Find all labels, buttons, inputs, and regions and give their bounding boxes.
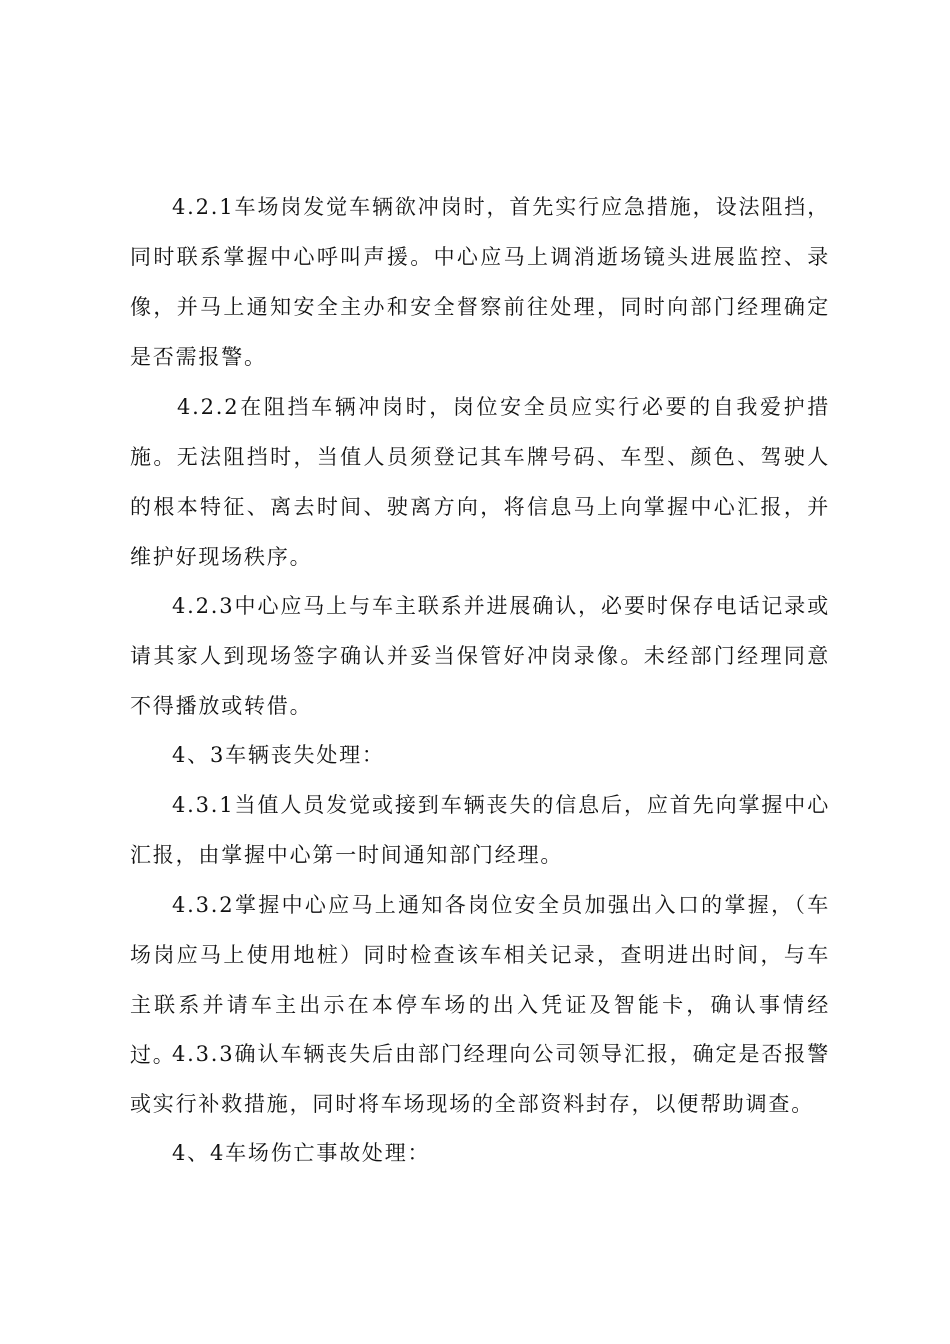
paragraph-4-3-1: 4.3.1当值人员发觉或接到车辆丧失的信息后，应首先向掌握中心汇报，由掌握中心第一时间通知部门经理。 [130,793,830,867]
section-heading-4-4: 4、4车场伤亡事故处理： [172,1141,431,1165]
paragraph-4-3-3: 4.3.3确认车辆丧失后由部门经理向公司领导汇报，确定是否报警或实行补救措施，同时将车场现场的全部资料封存，以便帮助调查。 [130,1042,830,1116]
paragraph-4-2-2: 4.2.2在阻挡车辆冲岗时，岗位安全员应实行必要的自我爱护措施。无法阻挡时，当值人员须登记其车牌号码、车型、颜色、驾驶人的根本特征、离去时间、驶离方向，将信息马上向掌握中心汇报，并维护好现场秩序。 [130,395,830,569]
paragraph-4-2-1: 4.2.1车场岗发觉车辆欲冲岗时，首先实行应急措施，设法阻挡，同时联系掌握中心呼叫声援。中心应马上调消逝场镜头进展监控、录像，并马上通知安全主办和安全督察前往处理，同时向部门经理确定是否需报警。 [130,195,830,369]
paragraph-4-3-2: 4.3.2掌握中心应马上通知各岗位安全员加强出入口的掌握，（车场岗应马上使用地桩）同时检查该车相关记录，查明进出时间，与车主联系并请车主出示在本停车场的出入凭证及智能卡，确认事情经过。 [130,893,830,1067]
section-heading-4-3: 4、3车辆丧失处理： [172,743,385,767]
paragraph-4-2-3: 4.2.3中心应马上与车主联系并进展确认，必要时保存电话记录或请其家人到现场签字确认并妥当保管好冲岗录像。未经部门经理同意不得播放或转借。 [130,594,830,718]
